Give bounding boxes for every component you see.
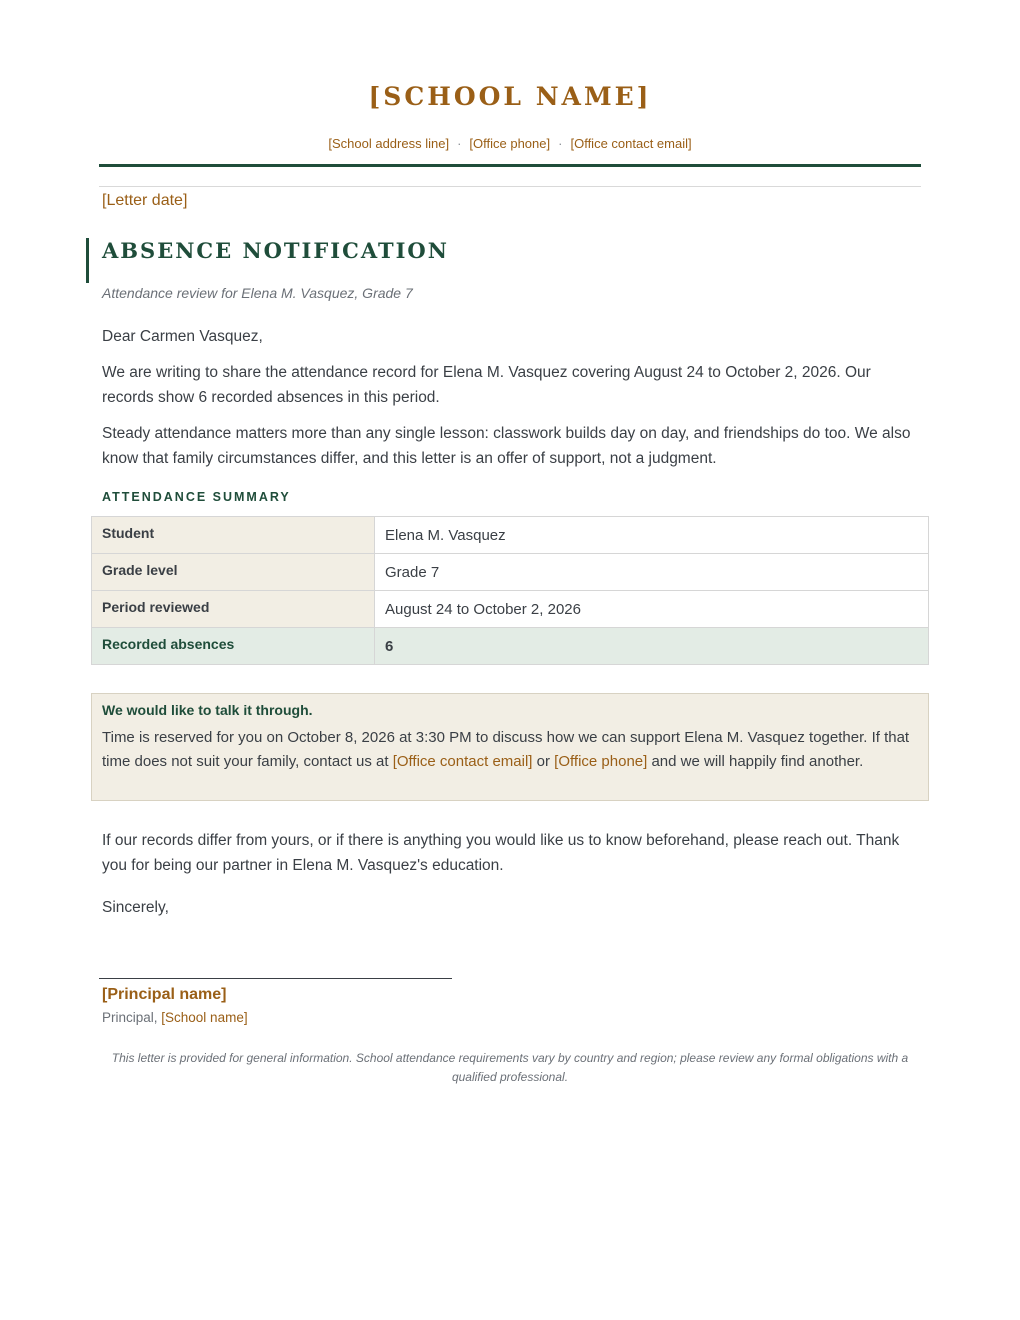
salutation: Dear Carmen Vasquez,	[102, 328, 263, 345]
callout-email: [Office contact email]	[392, 752, 533, 770]
separator-dot: ·	[558, 136, 563, 151]
table-row	[92, 554, 929, 591]
callout-or: or	[532, 752, 555, 770]
role-text: Principal,	[102, 1010, 162, 1025]
signature-line	[99, 978, 452, 979]
table-row	[92, 517, 929, 554]
intro-paragraph: We are writing to share the attendance record for Elena M. Vasquez covering August 24 to October 2, 2026. Our records show 6 recorded absences in this period.	[102, 364, 871, 406]
callout-body	[102, 726, 918, 773]
document-subtitle: Attendance review for Elena M. Vasquez, Grade 7	[102, 285, 413, 301]
row-label: Grade level	[92, 554, 375, 591]
school-name: [SCHOOL NAME]	[368, 82, 652, 111]
row-value: Elena M. Vasquez	[375, 517, 929, 554]
attendance-paragraph: Steady attendance matters more than any single lesson: classwork builds day on day, and friendships do too. We also know that family circumstances differ, and this letter is an offer of support, not a judgment.	[102, 425, 911, 467]
row-label: Student	[92, 517, 375, 554]
title-accent-bar	[86, 238, 89, 283]
office-phone: [Office phone]	[469, 136, 551, 151]
date-divider	[99, 186, 921, 187]
office-email: [Office contact email]	[570, 136, 692, 151]
callout-text-end: and we will happily find another.	[647, 752, 864, 770]
callout-phone: [Office phone]	[554, 752, 648, 770]
school-address: [School address line]	[328, 136, 450, 151]
table-row	[92, 591, 929, 628]
row-value: August 24 to October 2, 2026	[375, 591, 929, 628]
attendance-summary-table	[91, 516, 929, 665]
separator-dot: ·	[457, 136, 462, 151]
callout-title: We would like to talk it through.	[102, 702, 313, 718]
row-label: Recorded absences	[92, 628, 375, 665]
row-value: Grade 7	[375, 554, 929, 591]
summary-heading: ATTENDANCE SUMMARY	[102, 490, 291, 504]
row-label: Period reviewed	[92, 591, 375, 628]
table-row-highlight	[92, 628, 929, 665]
sign-off: Sincerely,	[102, 899, 169, 916]
disclaimer: This letter is provided for general information. School attendance requirements vary by country and region; please review any formal obligations with a qualified professional.	[111, 1051, 909, 1084]
principal-name: [Principal name]	[102, 986, 227, 1003]
closing-paragraph: If our records differ from yours, or if there is anything you would like us to know beforehand, please reach out. Thank you for being our partner in Elena M. Vasquez's education.	[102, 832, 900, 874]
meeting-callout	[91, 693, 929, 801]
absence-count: 6	[375, 628, 929, 665]
header-divider	[99, 164, 921, 167]
contact-line	[0, 136, 1020, 151]
document-title: ABSENCE NOTIFICATION	[102, 238, 449, 263]
principal-role	[102, 1010, 248, 1025]
callout-text: Time is reserved for you on October 8, 2026 at 3:30 PM to discuss how we can support Elena M. Vasquez together. If that time does not suit your family, contact us at	[102, 729, 910, 770]
letter-date: [Letter date]	[102, 192, 188, 209]
signature-school-name: [School name]	[161, 1010, 248, 1025]
